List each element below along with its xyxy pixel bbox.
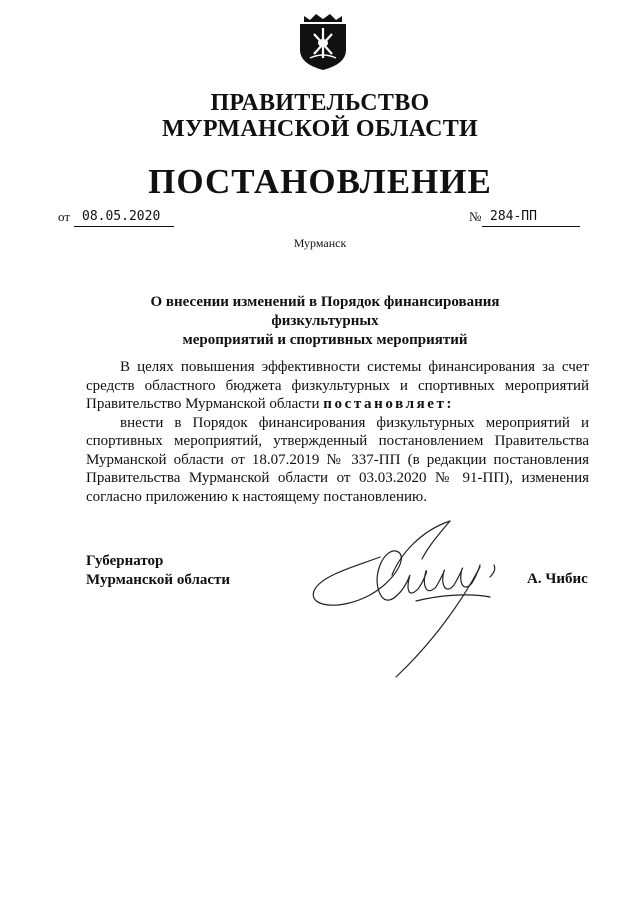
decision-paragraph: внести в Порядок финансирования физкультурных мероприятий и спортивных мероприятий, утвержденный постановлением Правительства Мурманской области от 18.07.2019 № 337-ПП (в редакции постановления Правительства Мурманской области от 03.03.2020 № 91-ПП), изменения согласно приложению к настоящему постановлению.: [86, 414, 589, 505]
title-line1: О внесении изменений в Порядок финансирования физкультурных: [150, 294, 500, 329]
signatory-position: [86, 552, 230, 590]
document-type: ПОСТАНОВЛЕНИЕ: [148, 162, 492, 201]
city-name: Мурманск: [293, 236, 347, 250]
document-title: [95, 293, 555, 350]
document-body: [86, 358, 589, 506]
document-date: 08.05.2020: [74, 209, 174, 227]
signatory-position-line2: Мурманской области: [86, 572, 231, 588]
date-prefix: от: [58, 209, 71, 224]
signatory-name: А. Чибис: [527, 571, 588, 587]
organization-name-line2: МУРМАНСКОЙ ОБЛАСТИ: [162, 116, 478, 142]
signatory-position-line1: Губернатор: [86, 553, 164, 569]
coat-of-arms-icon: [296, 10, 350, 72]
number-prefix: №: [469, 209, 482, 224]
handwritten-signature-icon: [300, 515, 510, 685]
preamble-text: В целях повышения эффективности системы финансирования за счет средств областного бюджета физкультурных и спортивных мероприятий Правительство Мурманской области: [86, 359, 589, 412]
date-number-row: [58, 205, 588, 227]
organization-name-line1: ПРАВИТЕЛЬСТВО: [210, 90, 430, 116]
decree-word: постановляет:: [323, 396, 455, 412]
document-number: 284-ПП: [482, 209, 580, 227]
preamble-paragraph: [86, 358, 589, 414]
title-line2: мероприятий и спортивных мероприятий: [182, 332, 468, 348]
